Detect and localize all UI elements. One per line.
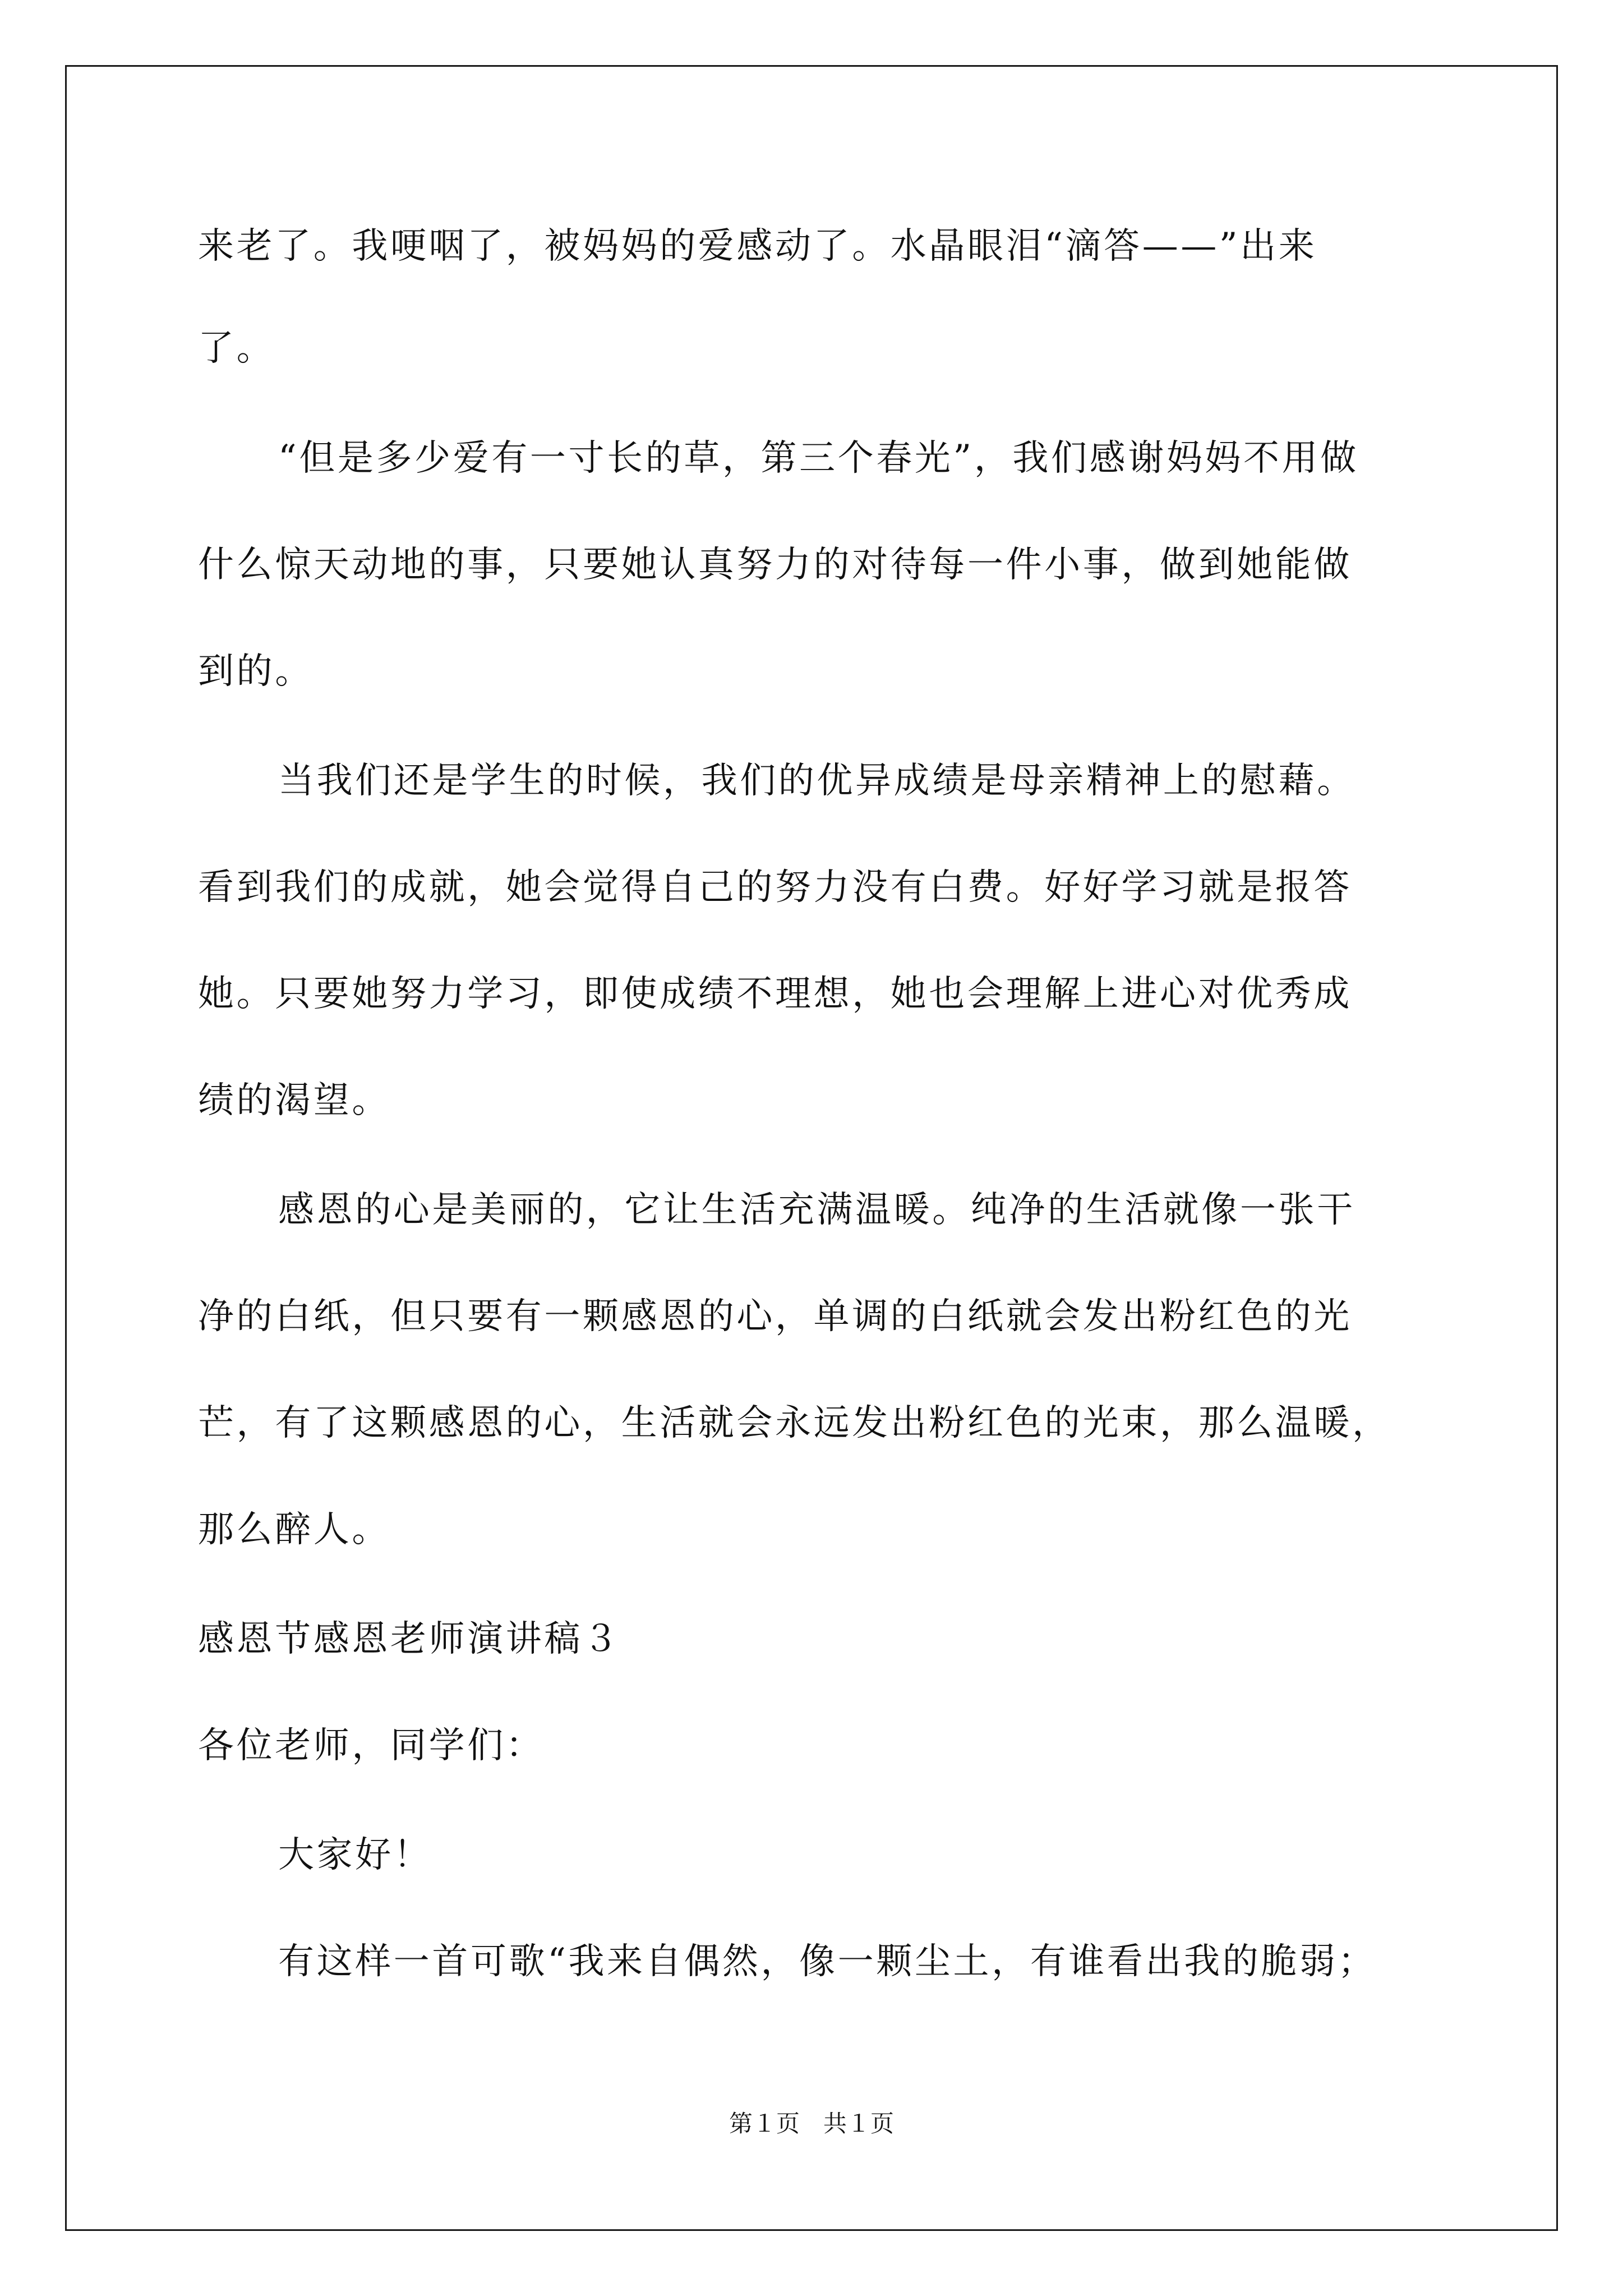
paragraph-line: 她。只要她努力学习，即使成绩不理想，她也会理解上进心对优秀成	[198, 973, 1352, 1015]
page-footer: 第１页 共１页	[728, 2110, 894, 2137]
paragraph-line: 来老了。我哽咽了，被妈妈的爱感动了。水晶眼泪“滴答——”出来	[198, 226, 1317, 267]
page-border	[65, 65, 1558, 2231]
paragraph-line: 绩的渴望。	[198, 1080, 390, 1121]
paragraph-line: 了。	[198, 328, 275, 369]
salutation: 各位老师，同学们：	[198, 1725, 545, 1766]
paragraph-line: 感恩的心是美丽的，它让生活充满温暖。纯净的生活就像一张干	[278, 1189, 1355, 1231]
paragraph-line: 净的白纸，但只要有一颗感恩的心，单调的白纸就会发出粉红色的光	[198, 1296, 1352, 1337]
paragraph-line: 那么醉人。	[198, 1509, 390, 1550]
paragraph-line: 什么惊天动地的事，只要她认真努力的对待每一件小事，做到她能做	[198, 544, 1352, 586]
paragraph-line: 有这样一首可歌“我来自偶然，像一颗尘土，有谁看出我的脆弱；	[278, 1941, 1377, 1982]
paragraph-line: 当我们还是学生的时候，我们的优异成绩是母亲精神上的慰藉。	[278, 760, 1355, 802]
section-heading: 感恩节感恩老师演讲稿３	[198, 1618, 621, 1660]
paragraph-line: 到的。	[198, 651, 313, 692]
paragraph-line: 芒，有了这颗感恩的心，生活就会永远发出粉红色的光束，那么温暖，	[198, 1402, 1391, 1444]
greeting: 大家好！	[278, 1834, 432, 1876]
paragraph-line: 看到我们的成就，她会觉得自己的努力没有白费。好好学习就是报答	[198, 867, 1352, 908]
paragraph-line: “但是多少爱有一寸长的草，第三个春光”，我们感谢妈妈不用做	[278, 438, 1359, 479]
